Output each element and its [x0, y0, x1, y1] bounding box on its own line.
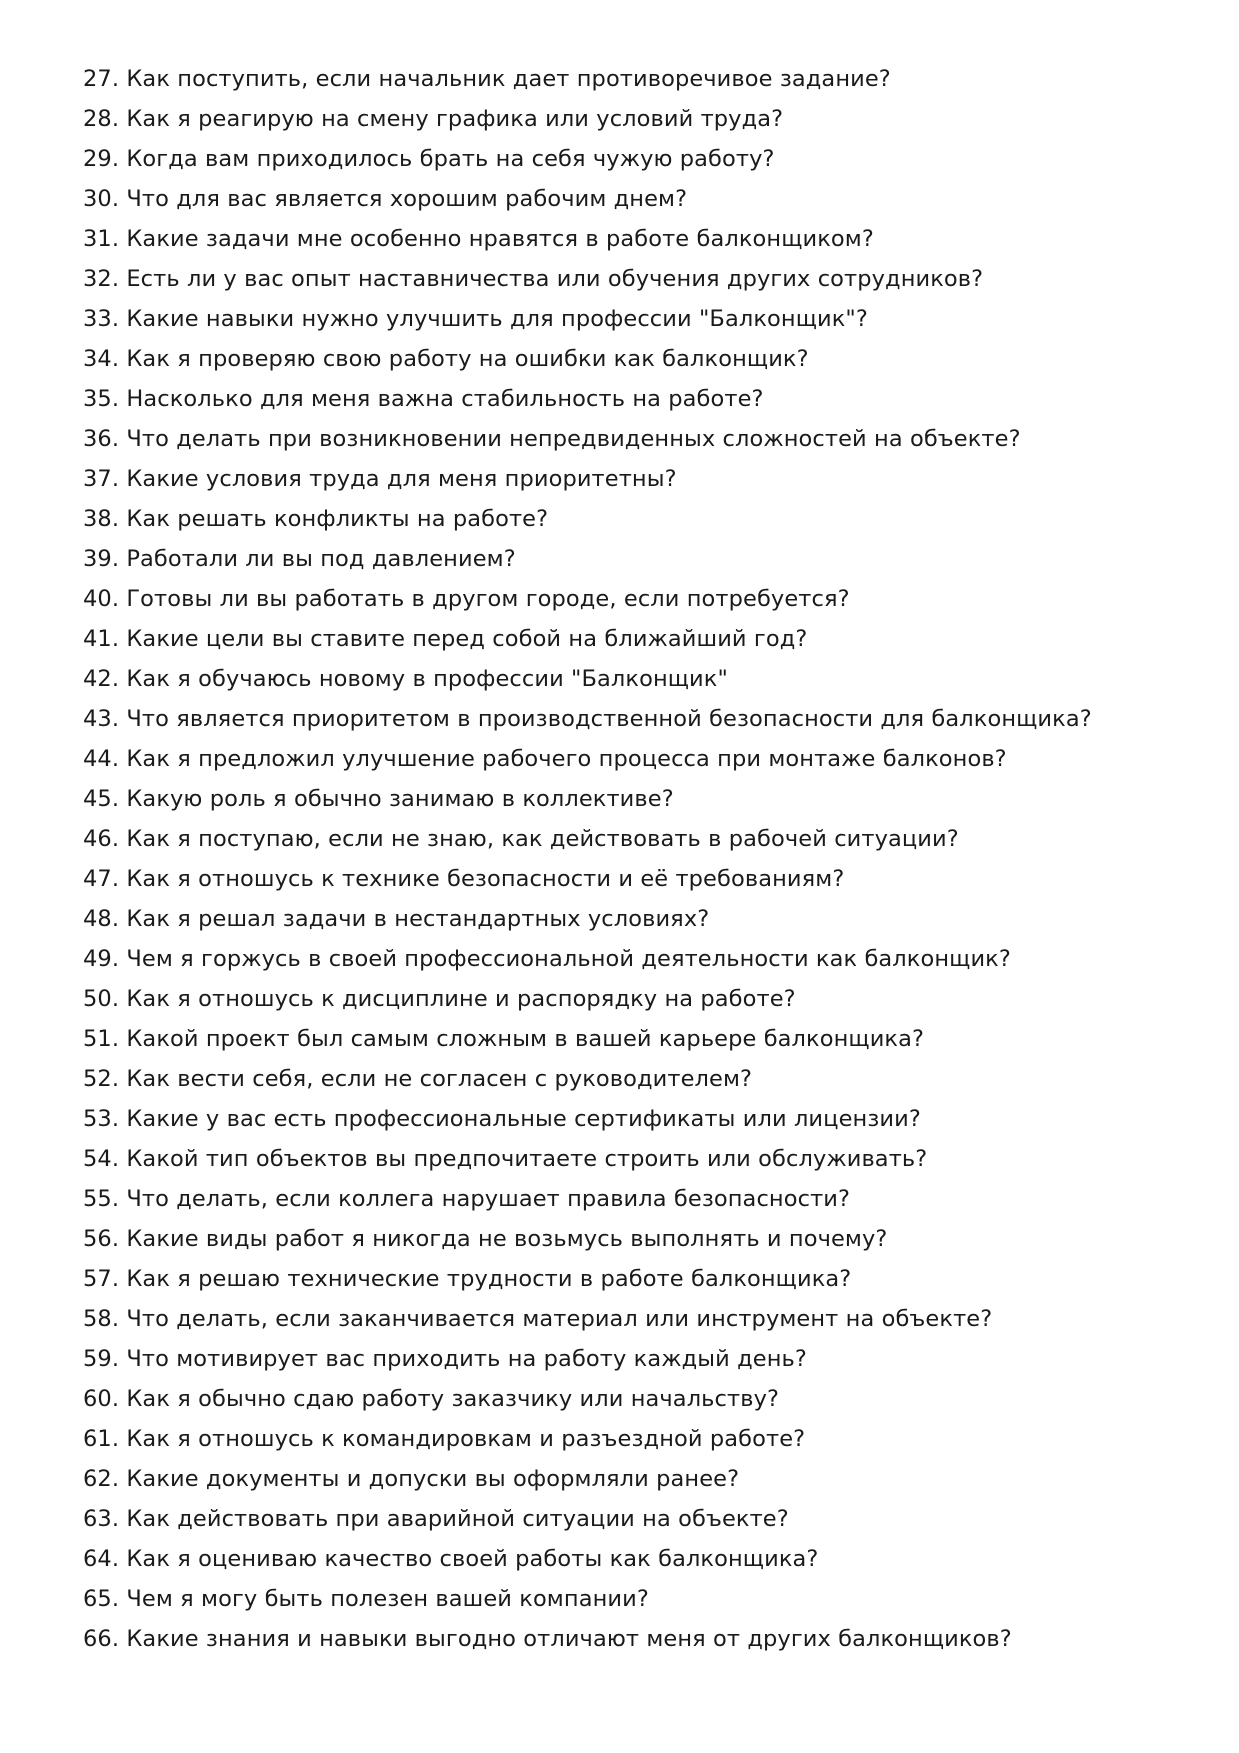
question-number: 66.: [83, 1626, 120, 1652]
list-item: [83, 899, 1183, 939]
question-text: Как поступить, если начальник дает противоречивое задание?: [126, 66, 891, 92]
list-item: [83, 699, 1183, 739]
list-item: [83, 179, 1183, 219]
question-text: Что является приоритетом в производственной безопасности для балконщика?: [126, 706, 1092, 732]
question-number: 27.: [83, 66, 120, 92]
question-number: 52.: [83, 1066, 120, 1092]
list-item: [83, 499, 1183, 539]
question-text: Какие документы и допуски вы оформляли ранее?: [126, 1466, 740, 1492]
list-item: [83, 939, 1183, 979]
question-text: Есть ли у вас опыт наставничества или обучения других сотрудников?: [126, 266, 984, 292]
question-text: Насколько для меня важна стабильность на работе?: [126, 386, 764, 412]
list-item: [83, 819, 1183, 859]
list-item: [83, 139, 1183, 179]
question-number: 46.: [83, 826, 120, 852]
list-item: [83, 219, 1183, 259]
list-item: [83, 1459, 1183, 1499]
question-number: 30.: [83, 186, 120, 212]
question-number: 31.: [83, 226, 120, 252]
question-text: Какую роль я обычно занимаю в коллективе?: [126, 786, 674, 812]
list-item: [83, 1139, 1183, 1179]
question-number: 29.: [83, 146, 120, 172]
question-text: Как я обычно сдаю работу заказчику или начальству?: [126, 1386, 780, 1412]
question-text: Что делать, если заканчивается материал или инструмент на объекте?: [126, 1306, 993, 1332]
list-item: [83, 299, 1183, 339]
question-number: 39.: [83, 546, 120, 572]
question-number: 50.: [83, 986, 120, 1012]
question-text: Что делать при возникновении непредвиденных сложностей на объекте?: [126, 426, 1021, 452]
question-text: Какие навыки нужно улучшить для профессии "Балконщик"?: [126, 306, 868, 332]
question-number: 65.: [83, 1586, 120, 1612]
question-text: Какой проект был самым сложным в вашей карьере балконщика?: [126, 1026, 925, 1052]
list-item: [83, 1019, 1183, 1059]
question-text: Как я предложил улучшение рабочего процесса при монтаже балконов?: [126, 746, 1007, 772]
list-item: [83, 1259, 1183, 1299]
list-item: [83, 99, 1183, 139]
question-number: 36.: [83, 426, 120, 452]
list-item: [83, 1379, 1183, 1419]
list-item: [83, 339, 1183, 379]
question-text: Как действовать при аварийной ситуации на объекте?: [126, 1506, 789, 1532]
question-text: Как я обучаюсь новому в профессии "Балконщик": [126, 666, 728, 692]
list-item: [83, 659, 1183, 699]
question-number: 34.: [83, 346, 120, 372]
question-text: Как я решал задачи в нестандартных условиях?: [126, 906, 710, 932]
question-text: Работали ли вы под давлением?: [126, 546, 516, 572]
list-item: [83, 779, 1183, 819]
list-item: [83, 1499, 1183, 1539]
question-number: 28.: [83, 106, 120, 132]
list-item: [83, 1579, 1183, 1619]
list-item: [83, 1419, 1183, 1459]
list-item: [83, 1539, 1183, 1579]
question-text: Чем я горжусь в своей профессиональной деятельности как балконщик?: [126, 946, 1011, 972]
question-text: Что мотивирует вас приходить на работу каждый день?: [126, 1346, 807, 1372]
question-text: Как я решаю технические трудности в работе балконщика?: [126, 1266, 852, 1292]
list-item: [83, 859, 1183, 899]
question-number: 64.: [83, 1546, 120, 1572]
question-text: Что делать, если коллега нарушает правила безопасности?: [126, 1186, 851, 1212]
question-text: Как я поступаю, если не знаю, как действовать в рабочей ситуации?: [126, 826, 959, 852]
question-text: Какие знания и навыки выгодно отличают меня от других балконщиков?: [126, 1626, 1012, 1652]
list-item: [83, 739, 1183, 779]
list-item: [83, 259, 1183, 299]
list-item: [83, 59, 1183, 99]
list-item: [83, 1339, 1183, 1379]
question-text: Чем я могу быть полезен вашей компании?: [126, 1586, 649, 1612]
question-number: 61.: [83, 1426, 120, 1452]
question-text: Как я оцениваю качество своей работы как балконщика?: [126, 1546, 819, 1572]
question-number: 56.: [83, 1226, 120, 1252]
question-number: 48.: [83, 906, 120, 932]
question-number: 42.: [83, 666, 120, 692]
question-number: 41.: [83, 626, 120, 652]
question-number: 63.: [83, 1506, 120, 1532]
list-item: [83, 979, 1183, 1019]
list-item: [83, 1299, 1183, 1339]
question-number: 51.: [83, 1026, 120, 1052]
question-number: 32.: [83, 266, 120, 292]
question-number: 38.: [83, 506, 120, 532]
question-list: [83, 59, 1183, 1659]
list-item: [83, 379, 1183, 419]
question-number: 40.: [83, 586, 120, 612]
list-item: [83, 1219, 1183, 1259]
list-item: [83, 419, 1183, 459]
question-number: 35.: [83, 386, 120, 412]
question-text: Как решать конфликты на работе?: [126, 506, 549, 532]
question-text: Как я проверяю свою работу на ошибки как балконщик?: [126, 346, 809, 372]
list-item: [83, 619, 1183, 659]
question-text: Как я реагирую на смену графика или условий труда?: [126, 106, 784, 132]
list-item: [83, 1059, 1183, 1099]
question-text: Что для вас является хорошим рабочим днем?: [126, 186, 688, 212]
question-text: Какие у вас есть профессиональные сертификаты или лицензии?: [126, 1106, 921, 1132]
question-number: 57.: [83, 1266, 120, 1292]
question-text: Как я отношусь к дисциплине и распорядку на работе?: [126, 986, 796, 1012]
list-item: [83, 1099, 1183, 1139]
question-text: Как вести себя, если не согласен с руководителем?: [126, 1066, 753, 1092]
question-number: 37.: [83, 466, 120, 492]
question-text: Как я отношусь к технике безопасности и её требованиям?: [126, 866, 845, 892]
list-item: [83, 579, 1183, 619]
question-number: 45.: [83, 786, 120, 812]
question-number: 43.: [83, 706, 120, 732]
question-text: Какие виды работ я никогда не возьмусь выполнять и почему?: [126, 1226, 888, 1252]
question-text: Как я отношусь к командировкам и разъездной работе?: [126, 1426, 806, 1452]
question-number: 33.: [83, 306, 120, 332]
question-number: 60.: [83, 1386, 120, 1412]
question-text: Какие задачи мне особенно нравятся в работе балконщиком?: [126, 226, 874, 252]
question-text: Готовы ли вы работать в другом городе, если потребуется?: [126, 586, 850, 612]
question-number: 54.: [83, 1146, 120, 1172]
question-number: 44.: [83, 746, 120, 772]
list-item: [83, 459, 1183, 499]
question-text: Какие условия труда для меня приоритетны?: [126, 466, 677, 492]
list-item: [83, 1179, 1183, 1219]
question-number: 47.: [83, 866, 120, 892]
list-item: [83, 1619, 1183, 1659]
list-item: [83, 539, 1183, 579]
question-number: 62.: [83, 1466, 120, 1492]
question-number: 59.: [83, 1346, 120, 1372]
question-text: Какой тип объектов вы предпочитаете строить или обслуживать?: [126, 1146, 928, 1172]
question-text: Какие цели вы ставите перед собой на ближайший год?: [126, 626, 808, 652]
question-number: 49.: [83, 946, 120, 972]
question-number: 55.: [83, 1186, 120, 1212]
question-number: 53.: [83, 1106, 120, 1132]
question-text: Когда вам приходилось брать на себя чужую работу?: [126, 146, 775, 172]
question-number: 58.: [83, 1306, 120, 1332]
